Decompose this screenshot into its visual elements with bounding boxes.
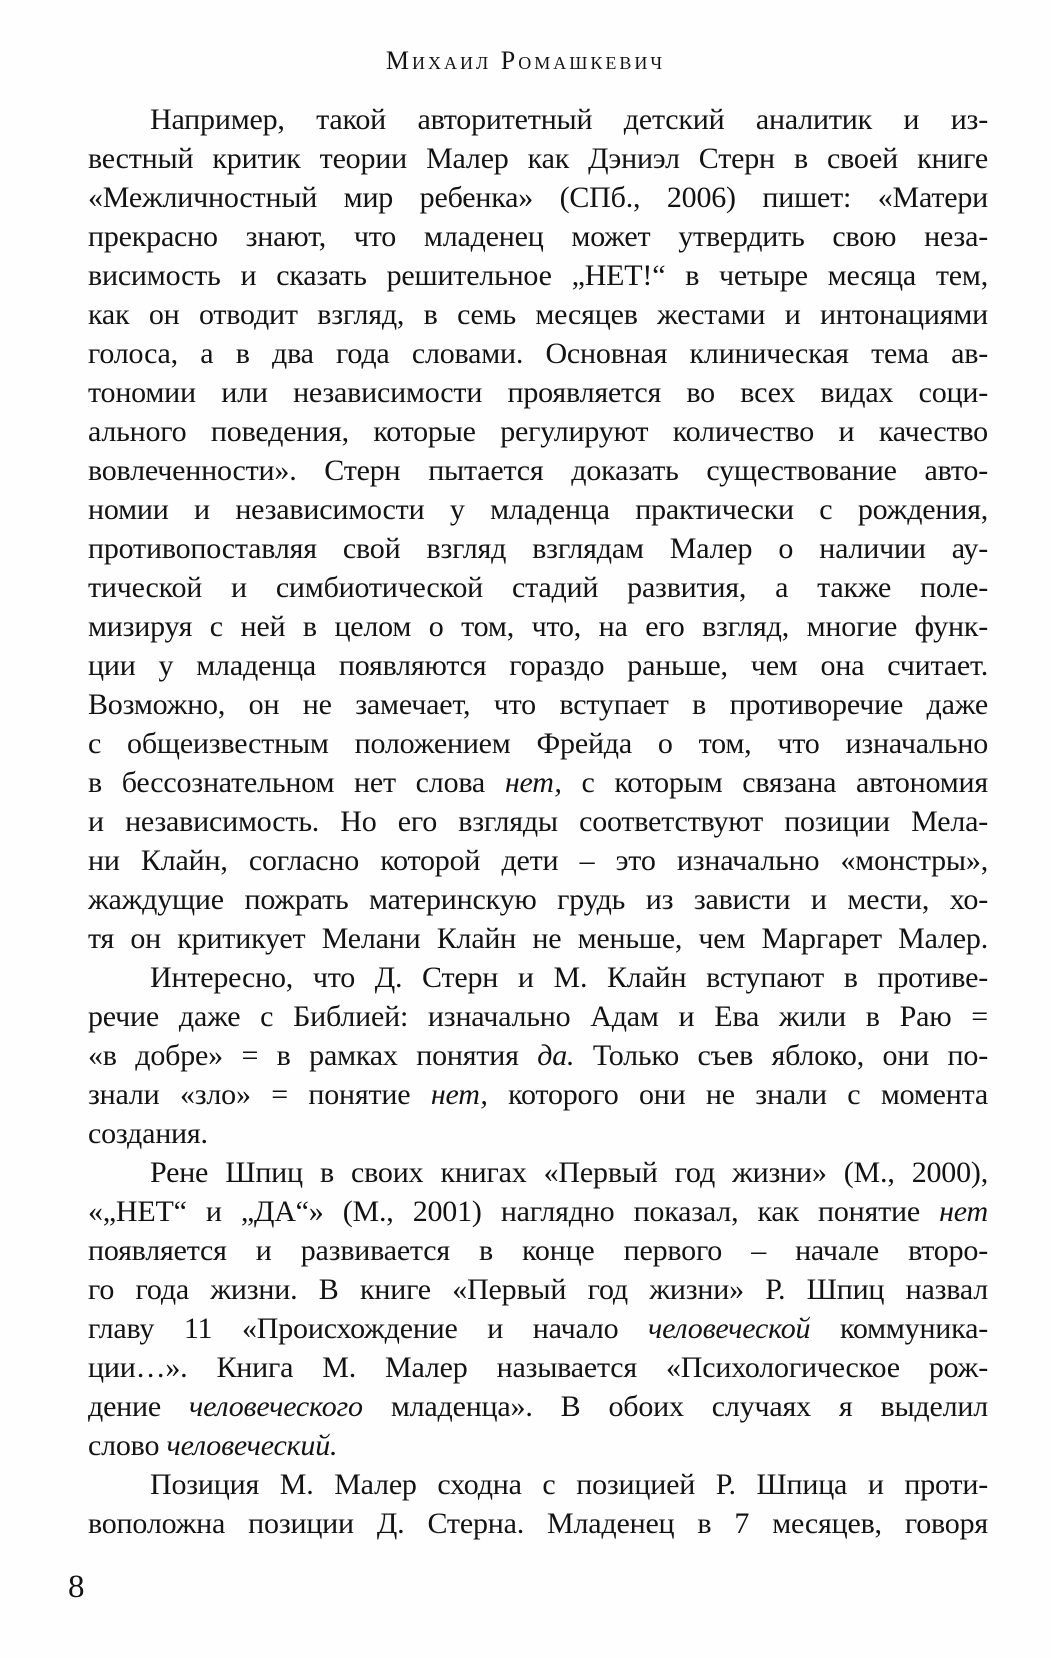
text-segment: прекрасно знают, что младенец может утвердить свою неза- [88,220,988,253]
text-segment: дение [88,1390,190,1423]
text-segment: создания. [88,1117,208,1150]
body-text [88,100,988,1543]
text-line [88,685,988,724]
text-segment: появляется и развивается в конце первого – начале второ- [88,1234,988,1267]
text-segment: «Межличностный мир ребенка» (СПб., 2006) пишет: «Матери [88,181,988,214]
text-line [88,646,988,685]
text-segment: голоса, а в два года словами. Основная клиническая тема ав- [88,337,988,370]
text-segment: с общеизвестным положением Фрейда о том, что изначально [88,727,988,760]
text-segment: висимость и сказать решительное „НЕТ!“ в четыре месяца тем, [88,259,988,292]
text-segment: знали «зло» = понятие [88,1078,431,1111]
text-segment: речие даже с Библией: изначально Адам и Ева жили в Раю = [88,1000,988,1033]
text-line [88,607,988,646]
text-segment: «„НЕТ“ и „ДА“» (М., 2001) наглядно показал, как понятие [88,1195,940,1228]
text-line [88,763,988,802]
text-line [88,802,988,841]
paragraph [88,100,988,958]
page-number: 8 [68,1569,85,1605]
text-segment: жаждущие пожрать материнскую грудь из зависти и мести, хо- [88,883,988,916]
italic-text-segment: человеческой [648,1312,811,1345]
text-line [88,958,988,997]
text-segment: слово [88,1429,167,1462]
text-line [88,451,988,490]
running-header: Михаил Ромашкевич [385,46,666,75]
text-line [88,1426,988,1465]
text-line [88,529,988,568]
text-segment: Позиция М. Малер сходна с позицией Р. Шпица и проти- [150,1468,988,1501]
text-line [88,1309,988,1348]
italic-text-segment: человеческого [189,1390,363,1423]
text-line [88,178,988,217]
text-segment: мизируя с ней в целом о том, что, на его взгляд, многие функ- [88,610,988,643]
italic-text-segment: да. [537,1039,575,1072]
text-segment: тя он критикует Мелани Клайн не меньше, чем Маргарет Малер. [88,922,988,955]
text-segment: главу 11 «Происхождение и начало [88,1312,649,1345]
text-segment: го года жизни. В книге «Первый год жизни» Р. Шпиц назвал [88,1273,988,1306]
text-segment: ального поведения, которые регулируют количество и качество [88,415,988,448]
text-line [88,1504,988,1543]
text-line [88,1153,988,1192]
text-line [88,1036,988,1075]
text-line [88,880,988,919]
text-segment: тономии или независимости проявляется во всех видах соци- [88,376,988,409]
text-line [88,1192,988,1231]
text-line [88,919,988,958]
italic-text-segment: нет, [504,766,562,799]
italic-text-segment: нет, [430,1078,488,1111]
paragraph [88,1153,988,1465]
text-segment: Например, такой авторитетный детский аналитик и из- [150,103,988,136]
text-line [88,100,988,139]
text-segment: ции…». Книга М. Малер называется «Психологическое рож- [88,1351,988,1384]
text-segment: Рене Шпиц в своих книгах «Первый год жизни» (М., 2000), [150,1156,988,1189]
text-line [88,373,988,412]
text-line [88,1348,988,1387]
text-line [88,1114,988,1153]
text-line [88,295,988,334]
text-line [88,217,988,256]
text-line [88,724,988,763]
text-segment: тической и симбиотической стадий развития, а также поле- [88,571,988,604]
text-segment: вестный критик теории Малер как Дэниэл Стерн в своей книге [88,142,988,175]
text-line [88,1270,988,1309]
text-segment: воположна позиции Д. Стерна. Младенец в 7 месяцев, говоря [88,1507,988,1540]
text-segment: «в добре» = в рамках понятия [88,1039,538,1072]
italic-text-segment: человеческий. [166,1429,338,1462]
text-segment: вовлеченности». Стерн пытается доказать существование авто- [88,454,988,487]
text-line [88,490,988,529]
text-line [88,1075,988,1114]
text-line [88,1387,988,1426]
text-line [88,1231,988,1270]
text-line [88,256,988,295]
text-line [88,568,988,607]
text-segment: которого они не знали с момента [487,1078,988,1111]
paragraph [88,958,988,1153]
text-segment: противопоставляя свой взгляд взглядам Малер о наличии ау- [88,532,988,565]
text-segment: Интересно, что Д. Стерн и М. Клайн вступают в противе- [150,961,988,994]
text-segment: с которым связана автономия [561,766,988,799]
text-line [88,841,988,880]
text-segment: младенца». В обоих случаях я выделил [362,1390,989,1423]
text-segment: коммуника- [810,1312,988,1345]
text-line [88,139,988,178]
text-line [88,412,988,451]
text-segment: Возможно, он не замечает, что вступает в противоречие даже [88,688,988,721]
text-segment: номии и независимости у младенца практически с рождения, [88,493,988,526]
text-segment: ции у младенца появляются гораздо раньше, чем она считает. [88,649,988,682]
paragraph [88,1465,988,1543]
text-segment: в бессознательном нет слова [88,766,505,799]
text-segment: Только съев яблоко, они по- [574,1039,988,1072]
text-segment: ни Клайн, согласно которой дети – это изначально «монстры», [88,844,988,877]
text-line [88,997,988,1036]
italic-text-segment: нет [939,1195,988,1228]
text-segment: и независимость. Но его взгляды соответствуют позиции Мела- [88,805,988,838]
text-line [88,334,988,373]
text-segment: как он отводит взгляд, в семь месяцев жестами и интонациями [88,298,988,331]
text-line [88,1465,988,1504]
